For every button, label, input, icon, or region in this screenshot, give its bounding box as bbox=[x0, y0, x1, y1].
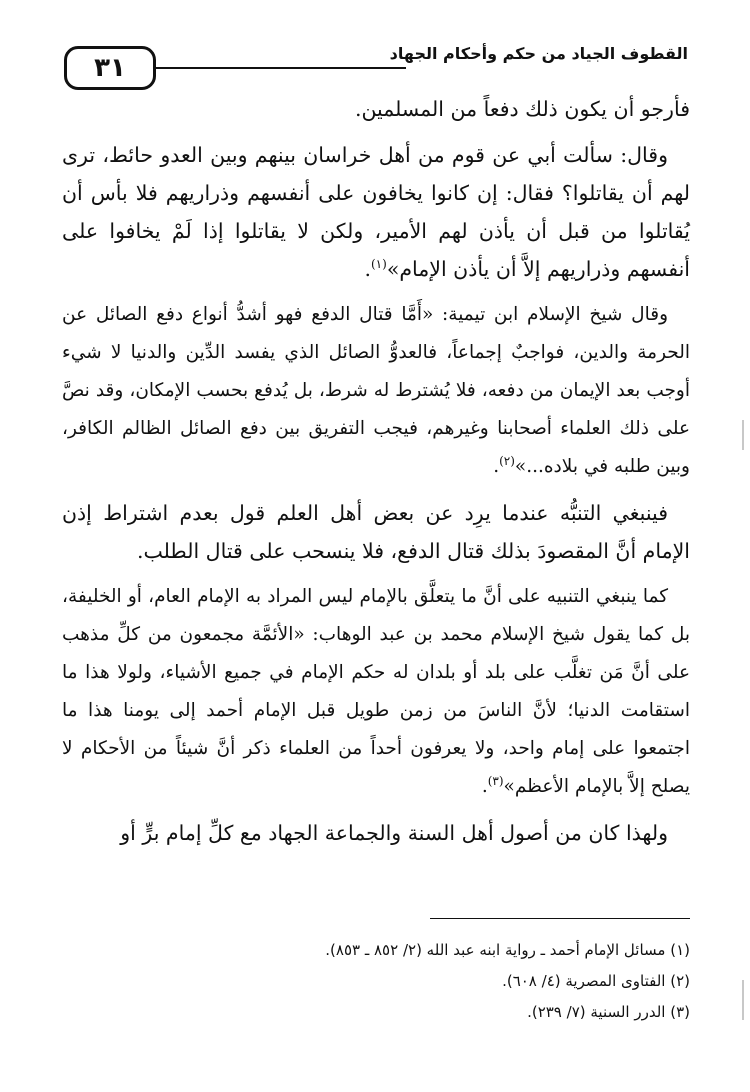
footnote: (١) مسائل الإمام أحمد ـ رواية ابنه عبد الله (٢/ ٨٥٢ ـ ٨٥٣). bbox=[325, 941, 690, 959]
running-title: القطوف الجياد من حكم وأحكام الجهاد bbox=[389, 44, 688, 63]
paragraph bbox=[62, 494, 690, 570]
footnotes bbox=[62, 935, 690, 1028]
footnote: (٣) الدرر السنية (٧/ ٢٣٩). bbox=[527, 1003, 690, 1021]
main-text bbox=[62, 90, 690, 852]
paragraph-text: وقال: سألت أبي عن قوم من أهل خراسان بينهم وبين العدو حائط، ترى لهم أن يقاتلوا؟ فقال: إن كانوا يخافون على أنفسهم وذراريهم فلا بأس أن يُقاتلوا من قبل أن يأذن لهم الأمير، ولكن لا يقاتلوا إذا لَمْ يخافوا على أنفسهم وذراريهم إلاَّ أن يأذن الإمام» bbox=[62, 143, 690, 281]
paragraph-text: فأرجو أن يكون ذلك دفعاً من المسلمين. bbox=[354, 97, 690, 121]
paragraph-text: فينبغي التنبُّه عندما يرِد عن بعض أهل العلم قول بعدم اشتراط إذن الإمام أنَّ المقصودَ بذلك قتال الدفع، فلا ينسحب على قتال الطلب. bbox=[62, 501, 690, 563]
footnote-ref: (١) bbox=[370, 257, 387, 272]
footnote-rule bbox=[430, 918, 690, 919]
header-rule bbox=[156, 67, 406, 69]
footnote-ref: (٢) bbox=[499, 453, 515, 468]
paragraph-text: ولهذا كان من أصول أهل السنة والجماعة الجهاد مع كلِّ إمام برٍّ أو bbox=[120, 821, 668, 845]
scan-edge-mark bbox=[742, 980, 744, 1020]
paragraph: وقال: سألت أبي عن قوم من أهل خراسان بينهم وبين العدو حائط، ترى لهم أن يقاتلوا؟ فقال: إن كانوا يخافون على أنفسهم وذراريهم فلا بأس أن يُقاتلوا من قبل أن يأذن لهم الأمير، ولكن لا يقاتلوا إذا لَمْ يخافوا على أنفسهم وذراريهم إلاَّ أن يأذن الإمام»$^{(١)}$. bbox=[62, 143, 690, 281]
footnote-ref: (٣) bbox=[487, 773, 504, 788]
paragraph: وقال شيخ الإسلام ابن تيمية: «أَمَّا قتال الدفع فهو أشدُّ أنواع دفع الصائل عن الحرمة والدين، فواجبٌ إجماعاً، فالعدوُّ الصائل الذي يفسد الدِّين والدنيا لا شيء أوجب بعد الإيمان من دفعه، فلا يُشترط له شرط، بل يُدفع بحسب الإمكان، وقد نصَّ على ذلك العلماء أصحابنا وغيرهم، فيجب التفريق بين دفع الصائل الظالم الكافر، وبين طلبه في بلاده...»$^{(٢)}$. bbox=[62, 304, 690, 477]
page-number: ٣١ bbox=[64, 46, 156, 90]
page-header bbox=[60, 38, 690, 98]
footnote: (٢) الفتاوى المصرية (٤/ ٦٠٨). bbox=[502, 972, 690, 990]
paragraph-text: وقال شيخ الإسلام ابن تيمية: «أَمَّا قتال الدفع فهو أشدُّ أنواع دفع الصائل عن الحرمة والدين، فواجبٌ إجماعاً، فالعدوُّ الصائل الذي يفسد الدِّين والدنيا لا شيء أوجب بعد الإيمان من دفعه، فلا يُشترط له شرط، بل يُدفع بحسب الإمكان، وقد نصَّ على ذلك العلماء أصحابنا وغيرهم، فيجب التفريق بين دفع الصائل الظالم الكافر، وبين طلبه في بلاده...» bbox=[62, 304, 690, 477]
paragraph bbox=[62, 814, 690, 852]
paragraph bbox=[62, 90, 690, 128]
scan-edge-mark bbox=[742, 420, 744, 450]
paragraph-text: كما ينبغي التنبيه على أنَّ ما يتعلَّق بالإمام ليس المراد به الإمام العام، أو الخليفة، بل كما يقول شيخ الإسلام محمد بن عبد الوهاب: «الأئمَّة مجمعون من كلِّ مذهب على أنَّ مَن تغلَّب على بلد أو بلدان له حكم الإمام في جميع الأشياء، ولولا هذا ما استقامت الدنيا؛ لأنَّ الناسَ من زمن طويل قبل الإمام أحمد إلى يومنا هذا ما اجتمعوا على إمام واحد، ولا يعرفون أحداً من العلماء ذكر أنَّ شيئاً من الأحكام لا يصلح إلاَّ بالإمام الأعظم» bbox=[62, 586, 690, 797]
paragraph: كما ينبغي التنبيه على أنَّ ما يتعلَّق بالإمام ليس المراد به الإمام العام، أو الخليفة، بل كما يقول شيخ الإسلام محمد بن عبد الوهاب: «الأئمَّة مجمعون من كلِّ مذهب على أنَّ مَن تغلَّب على بلد أو بلدان له حكم الإمام في جميع الأشياء، ولولا هذا ما استقامت الدنيا؛ لأنَّ الناسَ من زمن طويل قبل الإمام أحمد إلى يومنا هذا ما اجتمعوا على إمام واحد، ولا يعرفون أحداً من العلماء ذكر أنَّ شيئاً من الأحكام لا يصلح إلاَّ بالإمام الأعظم»$^{(٣)}$. bbox=[62, 586, 690, 797]
